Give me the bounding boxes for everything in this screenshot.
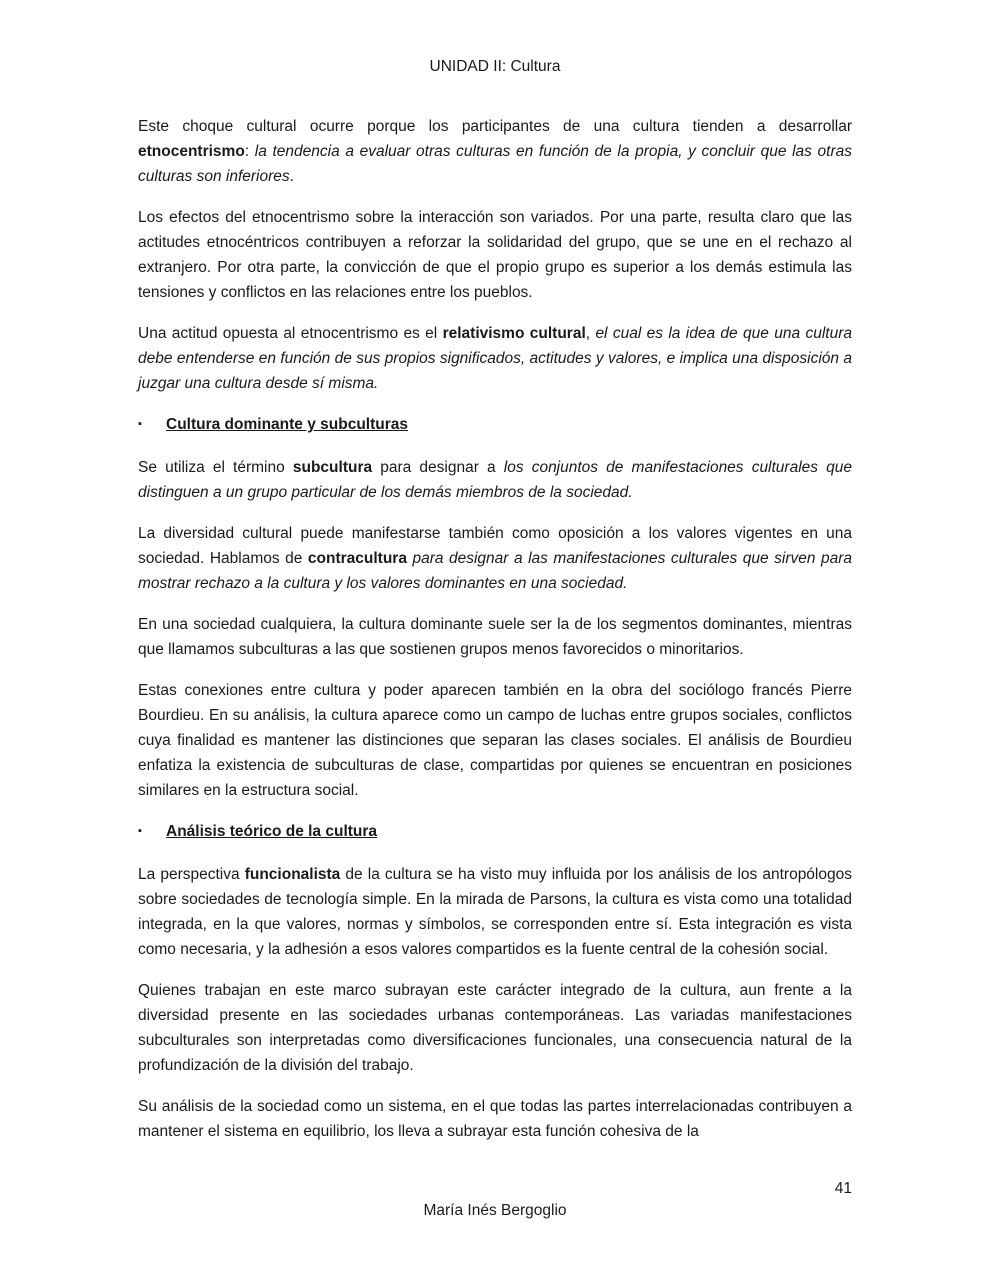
- paragraph-bourdieu: Estas conexiones entre cultura y poder aparecen también en la obra del sociólogo francés Pierre Bourdieu. En su análisis, la cultura aparece como un campo de luchas entre grupos sociales, conflictos cuya finalidad es mantener las distinciones que separan las clases sociales. El análisis de Bourdieu enfatiza la existencia de subculturas de clase, compartidas por quienes se encuentran en posiciones similares en la estructura social.: [138, 682, 852, 799]
- text-run: Se utiliza el término: [138, 459, 293, 476]
- text-run: para designar a: [372, 459, 504, 476]
- paragraph-etnocentrismo: [138, 114, 852, 189]
- text-run: :: [244, 143, 255, 160]
- paragraph-subcultura: [138, 455, 852, 505]
- paragraph-contracultura: [138, 521, 852, 596]
- term-relativismo-cultural: relativismo cultural: [442, 325, 586, 342]
- text-run: La perspectiva: [138, 866, 245, 883]
- text-run: de la cultura se ha visto muy influida por los análisis de los antropólogos sobre sociedades de tecnología simple. En la mirada de Parsons, la cultura es vista como una totalidad integrada, en la que valores, normas y símbolos, se corresponden entre sí. Esta integración es vista como necesaria, y la adhesión a esos valores compartidos es la fuente central de la cohesión social.: [138, 866, 852, 958]
- paragraph-sistema: Su análisis de la sociedad como un sistema, en el que todas las partes interrelacionadas contribuyen a mantener el sistema en equilibrio, los lleva a subrayar esta función cohesiva de la: [138, 1098, 852, 1140]
- definition-contracultura: para designar a las manifestaciones culturales que sirven para mostrar rechazo a la cultura y los valores dominantes en una sociedad.: [138, 550, 852, 592]
- term-funcionalista: funcionalista: [244, 866, 341, 883]
- paragraph-funcionalista: [138, 862, 852, 962]
- definition-relativismo: el cual es la idea de que una cultura debe entenderse en función de sus propios significados, actitudes y valores, e implica una disposición a juzgar una cultura desde sí misma.: [138, 325, 852, 392]
- term-subcultura: subcultura: [292, 459, 373, 476]
- paragraph-efectos: Los efectos del etnocentrismo sobre la interacción son variados. Por una parte, resulta claro que las actitudes etnocéntricos contribuyen a reforzar la solidaridad del grupo, que se une en el rechazo al extranjero. Por otra parte, la convicción de que el propio grupo es superior a los demás estimula las tensiones y conflictos en las relaciones entre los pueblos.: [138, 209, 852, 301]
- section-heading-text: Cultura dominante y subculturas: [166, 416, 409, 433]
- definition-etnocentrismo: la tendencia a evaluar otras culturas en función de la propia, y concluir que las otras culturas son inferiores: [138, 143, 852, 185]
- section-heading-analisis: [138, 819, 852, 846]
- bullet-icon: ▪: [138, 418, 142, 430]
- page-content: [138, 114, 852, 1160]
- term-etnocentrismo: etnocentrismo: [138, 143, 245, 160]
- text-run: La diversidad cultural puede manifestarse también como oposición a los valores vigentes en una sociedad. Hablamos de: [138, 525, 852, 567]
- section-heading-text: Análisis teórico de la cultura: [166, 823, 378, 840]
- term-contracultura: contracultura: [307, 550, 407, 567]
- paragraph-marco: Quienes trabajan en este marco subrayan este carácter integrado de la cultura, aun frente a la diversidad presente en las sociedades urbanas contemporáneas. Las variadas manifestaciones subculturales son interpretadas como diversificaciones funcionales, una consecuencia natural de la profundización de la división del trabajo.: [138, 982, 852, 1074]
- section-heading-subculturas: [138, 412, 852, 439]
- text-run: Una actitud opuesta al etnocentrismo es el: [138, 325, 443, 342]
- definition-subcultura: los conjuntos de manifestaciones culturales que distinguen a un grupo particular de los demás miembros de la sociedad.: [138, 459, 853, 501]
- bullet-icon: ▪: [138, 825, 142, 837]
- text-run: ,: [585, 325, 596, 342]
- paragraph-relativismo: [138, 321, 852, 396]
- page-number: 41: [834, 1180, 852, 1197]
- page-header: UNIDAD II: Cultura: [429, 58, 561, 75]
- page-footer-author: María Inés Bergoglio: [423, 1202, 567, 1219]
- text-run: .: [289, 168, 294, 185]
- text-run: Este choque cultural ocurre porque los participantes de una cultura tienden a desarrollar: [138, 118, 852, 135]
- paragraph-cultura-dominante: En una sociedad cualquiera, la cultura dominante suele ser la de los segmentos dominantes, mientras que llamamos subculturas a las que sostienen grupos menos favorecidos o minoritarios.: [138, 616, 852, 658]
